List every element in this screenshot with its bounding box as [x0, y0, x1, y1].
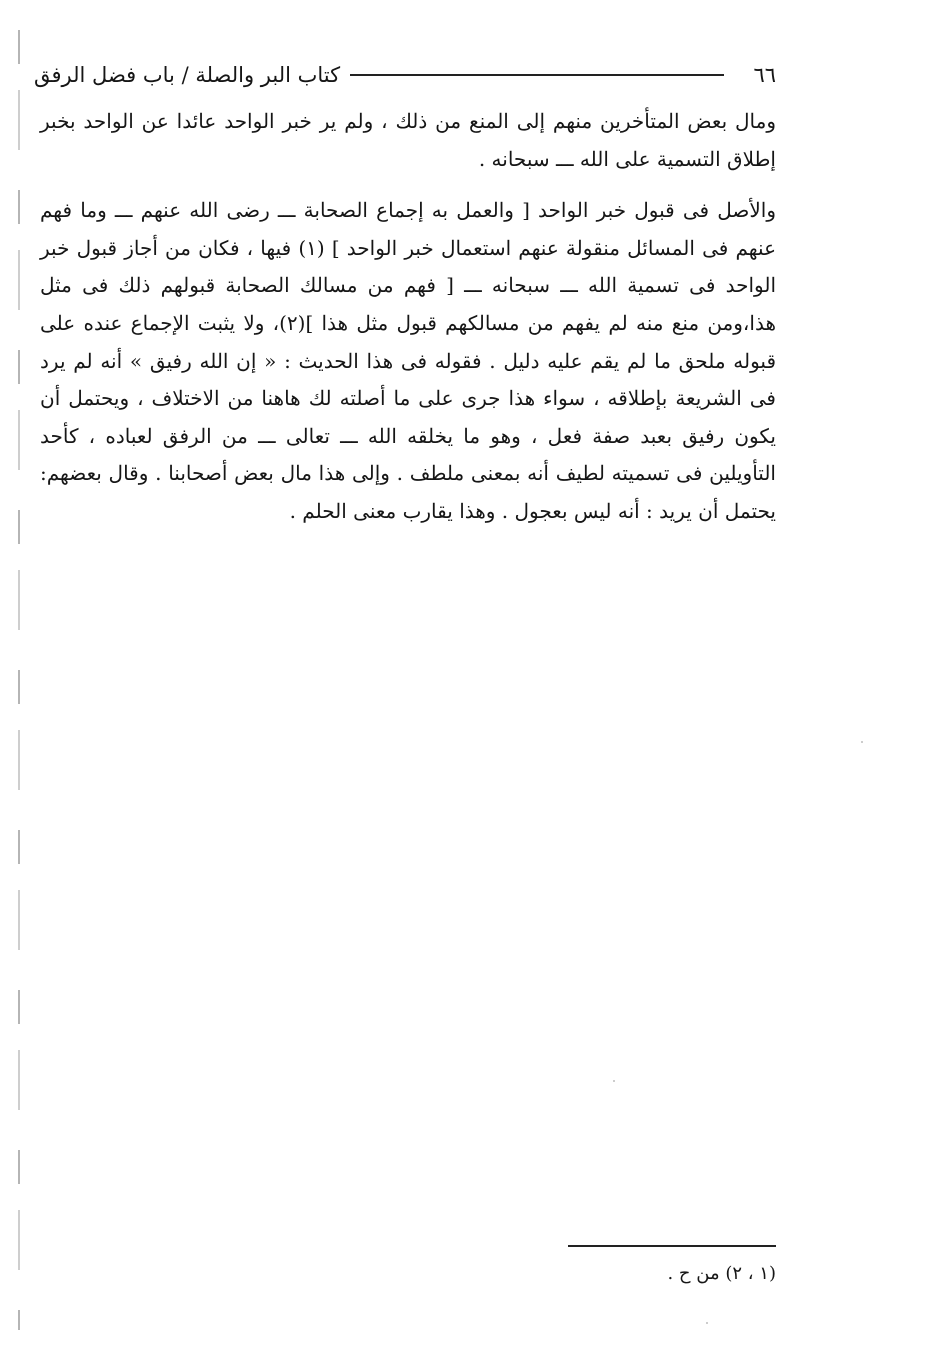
- scan-binding-edge: [18, 30, 20, 1330]
- header-rule: [350, 74, 724, 76]
- footnote-rule: [568, 1245, 776, 1247]
- main-text: [40, 103, 776, 531]
- paragraph-2: والأصل فى قبول خبر الواحد [ والعمل به إجماع الصحابة ـــ رضى الله عنهم ـــ وما فهم عنهم فى المسائل منقولة عنهم استعمال خبر الواحد ] (١) فيها ، فكان من أجاز قبول خبر الواحد فى تسمية الله ـــ سبحانه ـــ [ فهم من مسالك الصحابة قبولهم ذلك فى مثل هذا،ومن منع منه لم يفهم من مسالكهم قبول مثل هذا ](٢)، ولا يثبت الإجماع عنده على قبوله ملحق ما لم يقم عليه دليل . فقوله فى هذا الحديث : « إن الله رفيق » أنه لم يرد فى الشريعة بإطلاقه ، سواء هذا جرى على ما أصلته لك هاهنا من الاختلاف ، ويحتمل أن يكون رفيق بعبد صفة فعل ، وهو ما يخلقه الله ـــ تعالى ـــ من الرفق لعباده ، كأحد التأويلين فى تسميته لطيف أنه بمعنى ملطف . وإلى هذا مال بعض أصحابنا . وقال بعضهم: يحتمل أن يريد : أنه ليس بعجول . وهذا يقارب معنى الحلم .: [40, 198, 777, 523]
- page-number: ٦٦: [753, 63, 776, 87]
- footnote: (١ ، ٢) من ح .: [667, 1263, 776, 1284]
- running-title: كتاب البر والصلة / باب فضل الرفق: [34, 63, 341, 87]
- scan-speck: [706, 1322, 708, 1324]
- scan-speck: [861, 741, 863, 743]
- paragraph-1: ومال بعض المتأخرين منهم إلى المنع من ذلك ، ولم ير خبر الواحد عائدا عن الواحد بخبر إطلاق التسمية على الله ـــ سبحانه .: [40, 109, 776, 171]
- page-header: [34, 55, 776, 95]
- scan-speck: [613, 1080, 615, 1082]
